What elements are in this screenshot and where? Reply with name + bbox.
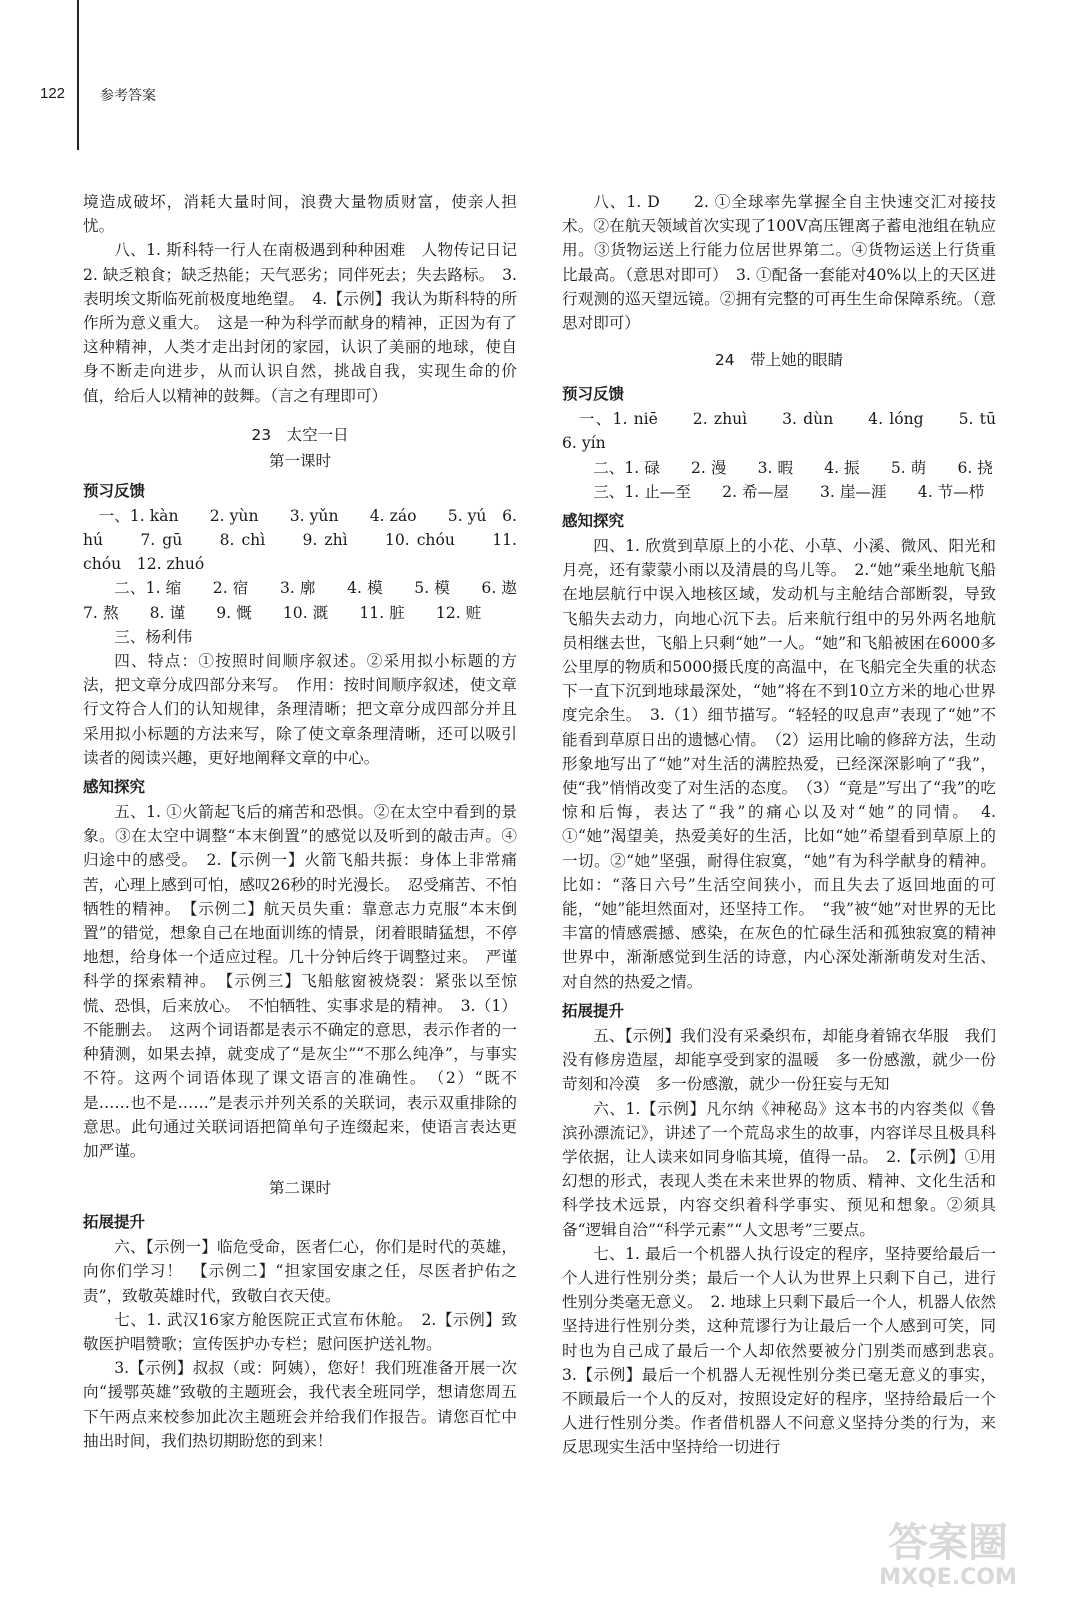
paragraph: 六、【示例一】临危受命，医者仁心，你们是时代的英雄，向你们学习！ 【示例二】“担家国安康之任，尽医者护佑之责”，致敬英雄时代，致敬白衣天使。 <box>83 1238 517 1305</box>
paragraph: 境造成破坏，消耗大量时间，浪费大量物质财富，使亲人担忧。 <box>83 193 517 236</box>
subsection-heading: 拓展提升 <box>83 1213 146 1232</box>
paragraph: 3.【示例】叔叔（或：阿姨），您好！我们班准备开展一次向“援鄂英雄”致敬的主题班会，我代表全班同学，想请您周五下午两点来校参加此次主题班会并给我们作报告。请您百忙中抽出时间，我们热切期盼您的到来！ <box>83 1359 517 1450</box>
paragraph: 五、1. ①火箭起飞后的痛苦和恐惧。②在太空中看到的景象。③在太空中调整“本末倒置”的感觉以及听到的敲击声。④归途中的感受。 2.【示例一】火箭飞船共振：身体上非常痛苦，心理上感到可怕，感叹26秒的时光漫长。 忍受痛苦、不怕牺牲的精神。 【示例二】航天员失重：靠意志力克服“本末倒置”的错觉，想象自己在地面训练的情景，闭着眼睛猛想，不停地想，给身体一个适应过程。几十分钟后终于调整过来。 严谨科学的探索精神。 【示例三】飞船舷窗被烧裂：紧张以至惊慌、恐惧，后来放心。 不怕牺牲、实事求是的精神。 3.（1）不能删去。 这两个词语都是表示不确定的意思，表示作者的一种猜测，如果去掉，就变成了“是灰尘”“不那么纯净”，与事实不符。这两个词语体现了课文语言的准确性。 （2）“既不是……也不是……”是表示并列关系的关联词，表示双重排除的意思。此句通过关联词语把简单句子连缀起来，使语言表达更加严谨。 <box>83 803 517 1160</box>
left-column <box>83 190 533 1453</box>
paragraph: 八、1. 斯科特一行人在南极遇到种种困难 人物传记日记 2. 缺乏粮食；缺乏热能；天气恶劣；同伴死去；失去路标。 3. 表明埃文斯临死前极度地绝望。 4.【示例】我认为斯科特的所作所为意义重大。 这是一种为科学而献身的精神，正因为有了这种精神，人类才走出封闭的家园，认识了美丽的地球，使自身不断走向进步，从而认识自然，挑战自我，实现生命的价值，给后人以精神的鼓舞。（言之有理即可） <box>83 241 533 405</box>
paragraph: 一、1. kàn 2. yùn 3. yǔn 4. záo 5. yú 6. hú 7. gū 8. chì 9. zhì 10. chóu 11. chóu 12. zhuó <box>83 506 517 574</box>
section-heading: 23 太空一日 <box>251 425 349 444</box>
paragraph: 一、1. niē 2. zhuì 3. dùn 4. lóng 5. tū 6. yín <box>562 410 1012 453</box>
page-number: 122 <box>40 85 66 102</box>
paragraph: 五、【示例】我们没有采桑织布，却能身着锦衣华服 我们没有修房造屋，却能享受到家的温暖 多一份感激，就少一份苛刻和冷漠 多一份感激，就少一份狂妄与无知 <box>562 1026 996 1094</box>
subsection-heading: 感知探究 <box>562 512 625 531</box>
watermark-logo <box>853 1512 1043 1590</box>
paragraph: 四、1. 欣赏到草原上的小花、小草、小溪、微风、阳光和月亮，还有蒙蒙小雨以及清晨的鸟儿等。 2.“她”乘坐地航飞船在地层航行中误入地核区域，发动机与主舱结合部断裂，导致飞船失去动力，向地心沉下去。后来航行组中的另外两名地航员相继去世，飞船上只剩“她”一人。“她”和飞船被困在6000多公里厚的物质和5000摄氏度的高温中，在飞船完全失重的状态下一直下沉到地球最深处，“她”将在不到10立方米的地心世界度完余生。 3.（1）细节描写。“轻轻的叹息声”表现了“她”不能看到草原日出的遗憾心情。 （2）运用比喻的修辞方法，生动形象地写出了“她”对生活的满腔热爱，已经深深影响了“我”，使“我”悄悄改变了对生活的态度。 （3）“竟是”写出了“我”的吃惊和后悔，表达了“我”的痛心以及对“她”的同情。 4. ①“她”渴望美，热爱美好的生活，比如“她”希望看到草原上的一切。②“她”坚强，耐得住寂寞，“她”有为科学献身的精神。比如：“落日六号”生活空间狭小，而且失去了返回地面的可能，“她”能坦然面对，还坚持工作。 “我”被“她”对世界的无比丰富的情感震撼、感染，在灰色的忙碌生活和孤独寂寞的精神世界中，渐渐感觉到生活的诗意，内心深处渐渐萌发对生活、对自然的热爱之情。 <box>562 537 996 991</box>
running-title: 参考答案 <box>100 88 156 104</box>
paragraph: 二、1. 碌 2. 漫 3. 暇 4. 振 5. 萌 6. 挠 <box>593 458 993 477</box>
paragraph: 二、1. 缩 2. 宿 3. 廓 4. 模 5. 模 6. 遨 7. 熬 8. 谨 9. 慨 10. 溉 11. 脏 12. 赃 <box>83 579 533 622</box>
watermark-text: 答案圈 <box>888 1520 1008 1566</box>
margin-rule <box>77 0 79 150</box>
subsection-heading: 预习反馈 <box>83 481 146 500</box>
section-heading: 24 带上她的眼睛 <box>714 351 844 370</box>
watermark-url: MXQE.COM <box>879 1565 1017 1590</box>
right-column <box>562 190 1012 1460</box>
section-heading: 第二课时 <box>268 1179 331 1198</box>
paragraph: 三、1. 止—至 2. 希—屋 3. 崖—涯 4. 节—栉 <box>593 482 985 501</box>
paragraph: 三、杨利伟 <box>114 627 193 646</box>
subsection-heading: 感知探究 <box>83 778 146 797</box>
subsection-heading: 预习反馈 <box>562 385 625 404</box>
lesson-heading: 第一课时 <box>268 451 331 470</box>
paragraph: 四、特点：①按照时间顺序叙述。②采用拟小标题的方法，把文章分成四部分来写。 作用：按时间顺序叙述，使文章行文符合人们的认知规律，条理清晰；把文章分成四部分并且采用拟小标题的方法来写，除了使文章条理清晰，还可以吸引读者的阅读兴趣，更好地阐释文章的中心。 <box>83 652 517 767</box>
paragraph: 七、1. 最后一个机器人执行设定的程序，坚持要给最后一个人进行性别分类；最后一个人认为世界上只剩下自己，进行性别分类毫无意义。 2. 地球上只剩下最后一个人，机器人依然坚持进行性别分类，这种荒谬行为让最后一个人感到可笑，同时也为自己成了最后一个人却依然要被分门别类而感到悲哀。 3.【示例】最后一个机器人无视性别分类已毫无意义的事实，不顾最后一个人的反对，按照设定好的程序，坚持给最后一个人进行性别分类。作者借机器人不问意义坚持分类的行为，来反思现实生活中坚持给一切进行 <box>562 1244 1012 1457</box>
paragraph: 七、1. 武汉16家方舱医院正式宣布休舱。 2.【示例】致敬医护唱赞歌；宣传医护办专栏；慰问医护送礼物。 <box>83 1310 517 1353</box>
paragraph: 六、1.【示例】凡尔纳《神秘岛》这本书的内容类似《鲁滨孙漂流记》，讲述了一个荒岛求生的故事，内容详尽且极具科学依据，让人读来如同身临其境，值得一品。 2.【示例】①用幻想的形式，表现人类在未来世界的物质、精神、文化生活和科学技术远景，内容交织着科学事实、预见和想象。②须具备“逻辑自洽”“科学元素”“人文思考”三要点。 <box>562 1099 996 1239</box>
paragraph: 八、1. D 2. ①全球率先掌握全自主快速交汇对接技术。②在航天领域首次实现了100V高压锂离子蓄电池组在轨应用。③货物运送上行能力位居世界第二。④货物运送上行货重比最高。（意思对即可） 3. ①配备一套能对40%以上的天区进行观测的巡天望远镜。②拥有完整的可再生生命保障系统。（意思对即可） <box>562 193 996 333</box>
subsection-heading: 拓展提升 <box>562 1001 625 1020</box>
